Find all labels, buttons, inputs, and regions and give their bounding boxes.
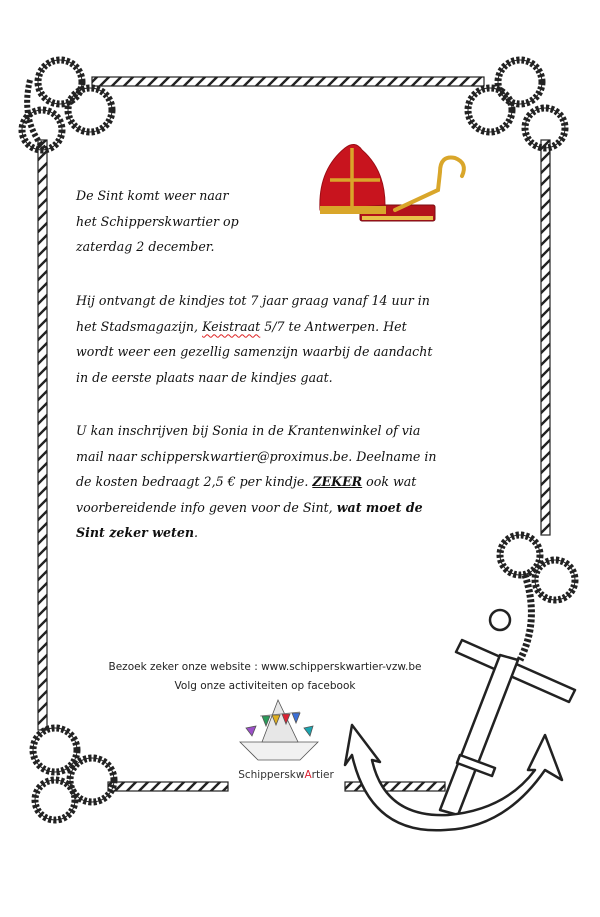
text-segment: het Stadsmagazijn,	[76, 318, 203, 334]
bottom-left-knot	[33, 728, 114, 820]
paragraph-line: Hij ontvangt de kindjes tot 7 jaar graag vanaf 14 uur in	[76, 293, 430, 308]
paragraph-2	[76, 418, 437, 546]
mitre-crosier-icon	[320, 144, 464, 221]
paragraph-line	[76, 469, 437, 495]
text-segment: de kosten bedraagt 2,5 € per kindje.	[76, 474, 313, 490]
text-segment: ook wat	[362, 474, 417, 490]
paragraph-line: mail naar schipperskwartier@proximus.be. Deelname in	[76, 448, 437, 464]
street-name: Keistraat	[202, 318, 261, 334]
paragraph-line	[76, 314, 432, 340]
right-knot	[500, 535, 575, 660]
top-right-knot	[468, 60, 565, 148]
facebook-line: Volg onze activiteiten op facebook	[174, 680, 356, 692]
top-left-knot	[22, 60, 112, 150]
intro-line: De Sint komt weer naar	[76, 188, 229, 203]
text-segment: 5/7 te Antwerpen. Het	[260, 318, 407, 334]
paragraph-line: wordt weer een gezellig samenzijn waarbij de aandacht	[76, 344, 433, 360]
text-segment: voorbereidende info geven voor de Sint,	[76, 499, 337, 515]
paragraph-line: U kan inschrijven bij Sonia in de Krantenwinkel of via	[76, 423, 421, 438]
paragraph-line	[76, 520, 437, 546]
emphasis-text: Sint zeker weten	[76, 525, 194, 541]
website-line: Bezoek zeker onze website : www.schipperskwartier-vzw.be	[108, 661, 422, 673]
anchor-icon	[345, 610, 575, 830]
text-segment: .	[194, 525, 199, 541]
logo-name-part: Schipperskw	[238, 769, 305, 781]
paragraph-1	[76, 288, 432, 390]
paragraph-line	[76, 495, 437, 521]
paragraph-line: in de eerste plaats naar de kindjes gaat.	[76, 369, 333, 385]
logo-name-accent: A	[304, 769, 312, 781]
emphasis-zeker: ZEKER	[312, 474, 363, 490]
logo-name-part: rtier	[311, 769, 334, 781]
intro-text	[76, 183, 239, 260]
logo-name	[230, 769, 342, 781]
paper-boat-logo-icon	[240, 700, 318, 760]
emphasis-text: wat moet de	[336, 499, 423, 515]
intro-line: zaterdag 2 december.	[76, 239, 215, 255]
intro-line: het Schipperskwartier op	[76, 213, 239, 229]
